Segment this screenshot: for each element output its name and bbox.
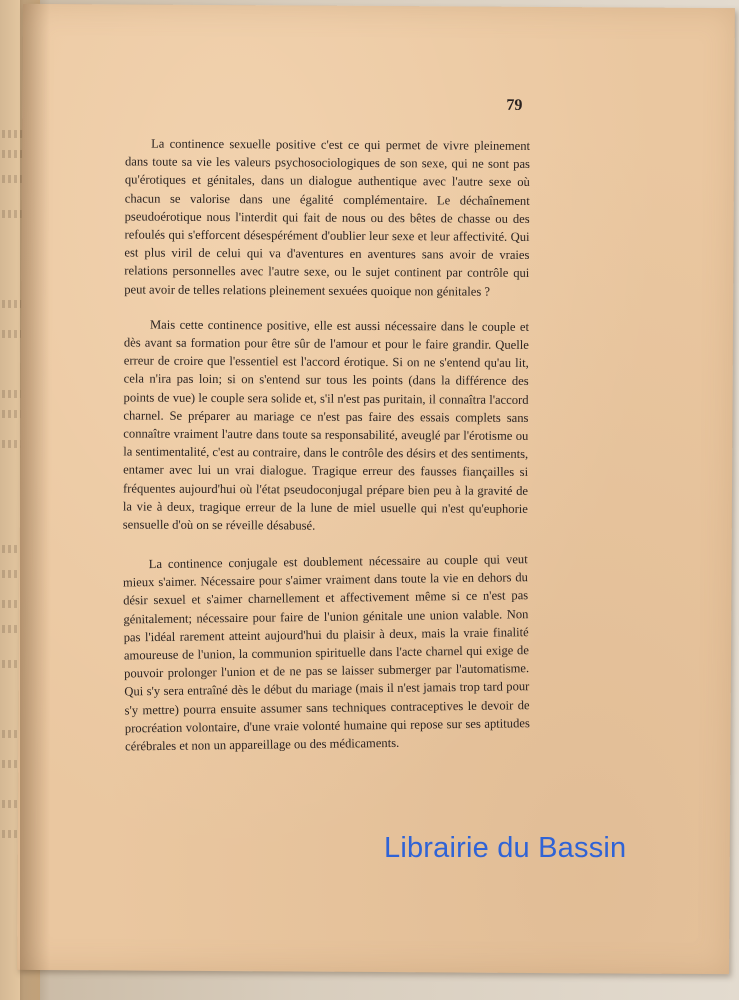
paragraph: La continence sexuelle positive c'est ce qui permet de vivre pleinement dans toute sa vie les valeurs psychosociologiques de son sexe, qui ne sont pas qu'érotiques et génitales, dans un dialogue authentique avec l'autre sexe où chacun se valorise dans une égalité complémentaire. Le déchaînement pseudoérotique nous l'interdit qui fait de nous ou des bêtes de chasse ou des refoulés qui s'efforcent désespérément d'oublier leur sexe et leur affectivité. Qui est plus viril de celui qui va d'aventures en aventures sans avoir de vraies relations personnelles avec l'autre sexe, ou le sujet continent par contrôle qui peut avoir de telles relations pleinement sexuées quoique non génitales ? [124, 136, 531, 299]
binding-shadow [20, 0, 50, 1000]
page-body [121, 134, 530, 758]
book-page [17, 4, 735, 974]
paragraph: Mais cette continence positive, elle est aussi nécessaire dans le couple et dès avant sa formation pour être sûr de l'amour et pour le faire grandir. Quelle erreur de croire que l'essentiel est l'accord érotique. Si on ne s'entend qu'au lit, cela n'ira pas loin; si on s'entend sur tous les points (dans la différence des points de vue) le couple sera solide et, s'il n'est pas puritain, il connaîtra l'accord charnel. Se préparer au mariage ce n'est pas faire des essais complets sans connaître vraiment l'autre dans toute sa responsabilité, aveuglé par l'érotisme ou la sentimentalité, c'est au contraire, dans le contrôle des désirs et des sentiments, entamer avec lui un vrai dialogue. Tragique erreur des fausses fiançailles si fréquentes aujourd'hui où l'état pseudoconjugal prépare bien peu à la gravité de la vie à deux, tragique erreur de la lune de miel usuelle qui n'est qu'euphorie sensuelle d'où on se réveille désabusé. [122, 317, 530, 533]
paragraph: La continence conjugale est doublement nécessaire au couple qui veut mieux s'aimer. Nécessaire pour s'aimer vraiment dans toute la vie en dehors du désir sexuel et s'aimer charnellement et affectivement même si ce n'est pas génitalement; nécessaire pour faire de l'union génitale une union valable. Non pas l'idéal rarement atteint aujourd'hui du plaisir à deux, mais la vraie finalité amoureuse de l'union, la communion spirituelle dans l'acte charnel qui exige de pouvoir prolonger l'union et de ne pas se laisser submerger par l'automatisme. Qui s'y sera entraîné dès le début du mariage (mais il n'est jamais trop tard pour s'y mettre) pourra ensuite assumer sans techniques contraceptives le devoir de procréation volontaire, d'une vraie volonté humaine qui repose sur ses aptitudes cérébrales et non un appareillage ou des médicaments. [122, 552, 530, 754]
watermark: Librairie du Bassin [384, 832, 627, 864]
page-number: 79 [506, 96, 523, 114]
